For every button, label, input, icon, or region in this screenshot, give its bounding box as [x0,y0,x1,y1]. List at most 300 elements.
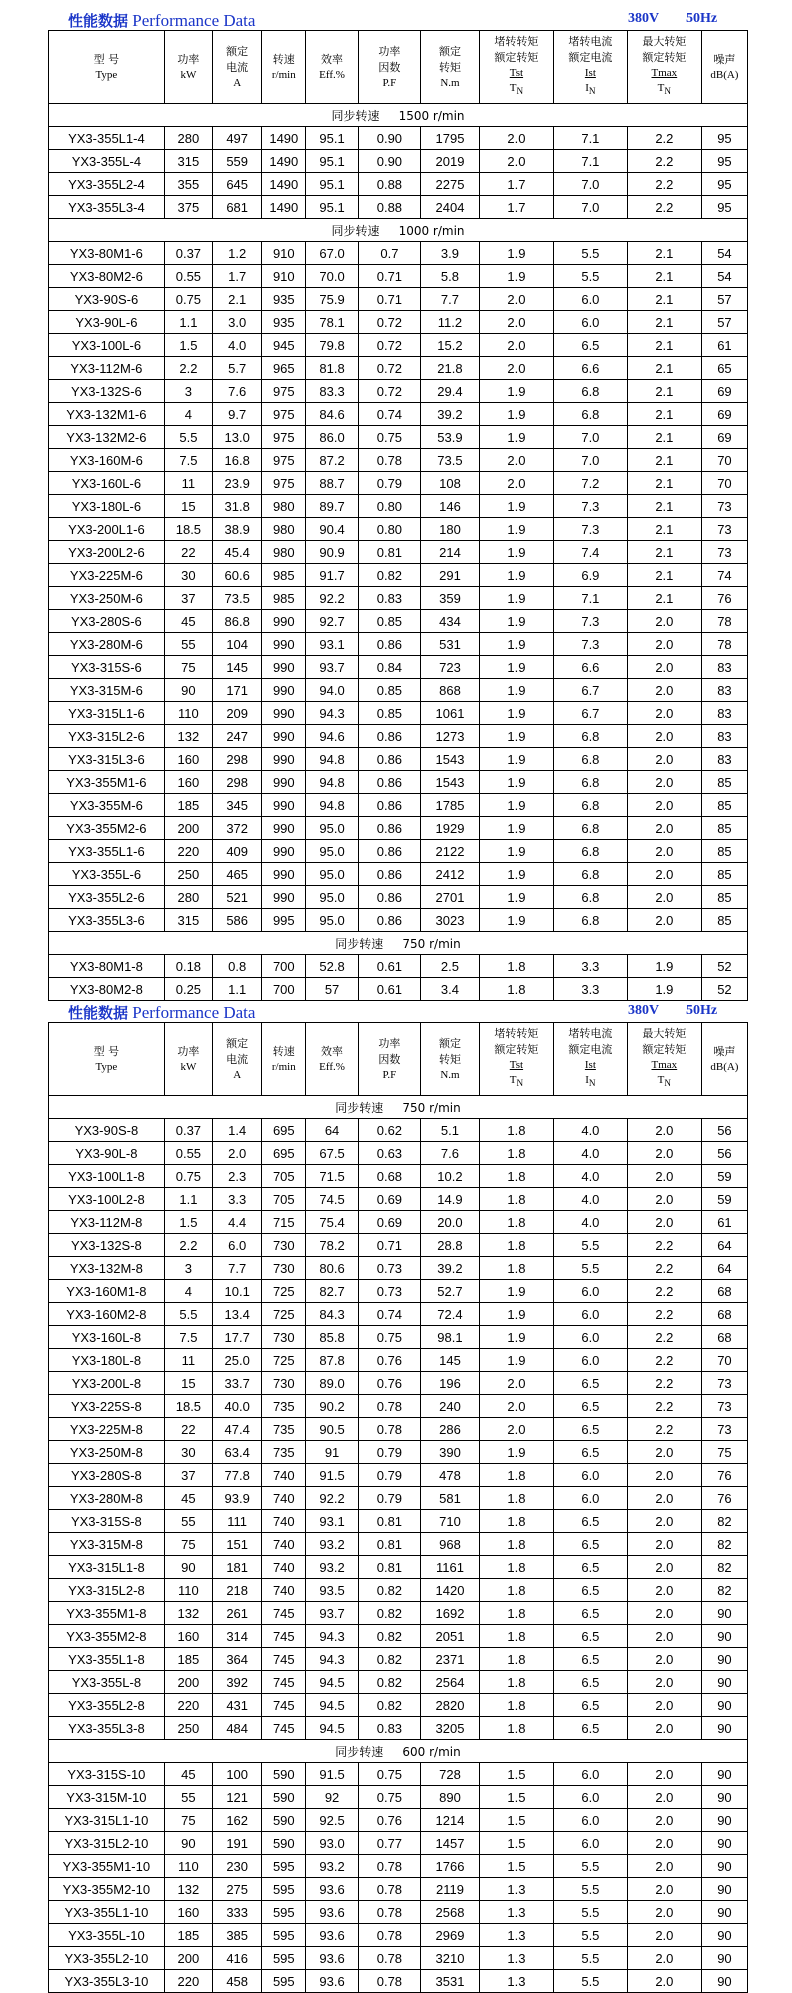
cell-tmax: 2.0 [627,794,701,817]
cell-type: YX3-315L1-10 [49,1809,165,1832]
cell-ist: 6.6 [553,357,627,380]
cell-tmax: 2.1 [627,403,701,426]
cell-speed: 700 [262,955,306,978]
cell-speed: 1490 [262,173,306,196]
cell-pf: 0.82 [358,1648,420,1671]
cell-eff: 84.6 [306,403,359,426]
cell-noise: 70 [701,472,747,495]
cell-noise: 69 [701,380,747,403]
cell-tst: 1.5 [479,1855,553,1878]
cell-tmax: 2.1 [627,518,701,541]
cell-power: 4 [164,403,212,426]
cell-ist: 6.5 [553,334,627,357]
table-row [49,771,748,794]
cell-ist: 6.9 [553,564,627,587]
cell-current: 100 [213,1763,262,1786]
cell-pf: 0.73 [358,1280,420,1303]
cell-speed: 745 [262,1717,306,1740]
cell-torque: 2412 [420,863,479,886]
cell-torque: 2.5 [420,955,479,978]
cell-type: YX3-100L1-8 [49,1165,165,1188]
cell-eff: 78.2 [306,1234,359,1257]
cell-type: YX3-160M-6 [49,449,165,472]
cell-eff: 92.7 [306,610,359,633]
cell-speed: 735 [262,1418,306,1441]
cell-current: 104 [213,633,262,656]
cell-current: 13.0 [213,426,262,449]
cell-ist: 6.6 [553,656,627,679]
cell-noise: 90 [701,1901,747,1924]
cell-power: 2.2 [164,1234,212,1257]
cell-tst: 1.9 [479,587,553,610]
speed-group-label [49,104,748,127]
table-row [49,679,748,702]
table-row [49,1809,748,1832]
cell-eff: 75.9 [306,288,359,311]
cell-current: 7.6 [213,380,262,403]
cell-pf: 0.85 [358,610,420,633]
speed-group-label [49,932,748,955]
cell-eff: 95.0 [306,886,359,909]
cell-power: 132 [164,1878,212,1901]
cell-pf: 0.78 [358,1878,420,1901]
cell-noise: 68 [701,1280,747,1303]
cell-ist: 5.5 [553,1947,627,1970]
cell-tmax: 2.2 [627,1280,701,1303]
cell-pf: 0.81 [358,1556,420,1579]
cell-ist: 6.8 [553,771,627,794]
cell-ist: 6.7 [553,702,627,725]
cell-pf: 0.78 [358,1418,420,1441]
cell-tst: 1.7 [479,196,553,219]
cell-type: YX3-160L-6 [49,472,165,495]
cell-current: 23.9 [213,472,262,495]
cell-type: YX3-355M2-10 [49,1878,165,1901]
cell-current: 2.1 [213,288,262,311]
cell-tmax: 2.1 [627,472,701,495]
cell-pf: 0.86 [358,840,420,863]
cell-eff: 95.0 [306,840,359,863]
cell-tst: 1.8 [479,1625,553,1648]
cell-type: YX3-355L-10 [49,1924,165,1947]
cell-type: YX3-315L2-6 [49,725,165,748]
table-row [49,1924,748,1947]
cell-torque: 2969 [420,1924,479,1947]
cell-current: 1.4 [213,1119,262,1142]
cell-ist: 6.8 [553,380,627,403]
cell-pf: 0.88 [358,173,420,196]
cell-noise: 54 [701,242,747,265]
cell-ist: 6.5 [553,1441,627,1464]
cell-power: 55 [164,1510,212,1533]
cell-power: 0.75 [164,1165,212,1188]
cell-pf: 0.86 [358,748,420,771]
cell-current: 60.6 [213,564,262,587]
column-header-tst [479,31,553,104]
table-row [49,978,748,1001]
cell-ist: 5.5 [553,1901,627,1924]
cell-tmax: 2.0 [627,656,701,679]
cell-type: YX3-160M2-8 [49,1303,165,1326]
cell-speed: 595 [262,1855,306,1878]
cell-eff: 67.0 [306,242,359,265]
cell-eff: 95.1 [306,150,359,173]
cell-power: 0.18 [164,955,212,978]
cell-pf: 0.86 [358,725,420,748]
cell-tst: 1.8 [479,1510,553,1533]
cell-pf: 0.72 [358,357,420,380]
cell-current: 3.0 [213,311,262,334]
cell-noise: 64 [701,1234,747,1257]
cell-power: 132 [164,1602,212,1625]
cell-power: 280 [164,127,212,150]
cell-ist: 7.0 [553,173,627,196]
cell-ist: 7.0 [553,426,627,449]
cell-torque: 1061 [420,702,479,725]
cell-pf: 0.72 [358,311,420,334]
cell-eff: 95.1 [306,173,359,196]
cell-pf: 0.79 [358,472,420,495]
cell-torque: 39.2 [420,403,479,426]
cell-pf: 0.86 [358,633,420,656]
header-symbol: Tmax [651,1059,678,1072]
cell-current: 392 [213,1671,262,1694]
cell-tst: 1.8 [479,1648,553,1671]
cell-tst: 1.8 [479,978,553,1001]
cell-tmax: 2.0 [627,1924,701,1947]
cell-power: 1.5 [164,334,212,357]
cell-speed: 705 [262,1165,306,1188]
cell-power: 110 [164,702,212,725]
cell-tst: 1.8 [479,1671,553,1694]
table-row [49,794,748,817]
cell-ist: 6.0 [553,1832,627,1855]
table-row [49,955,748,978]
table-row [49,656,748,679]
cell-noise: 85 [701,886,747,909]
cell-tmax: 2.1 [627,564,701,587]
cell-power: 5.5 [164,426,212,449]
column-header-ist [553,31,627,104]
cell-power: 3 [164,1257,212,1280]
table-header [49,1023,748,1096]
cell-pf: 0.83 [358,1717,420,1740]
table-row [49,518,748,541]
cell-tmax: 2.0 [627,909,701,932]
cell-eff: 83.3 [306,380,359,403]
header-line: 额定转矩 [642,51,687,65]
cell-type: YX3-90S-6 [49,288,165,311]
cell-eff: 87.2 [306,449,359,472]
cell-noise: 61 [701,1211,747,1234]
cell-eff: 94.8 [306,771,359,794]
cell-noise: 56 [701,1119,747,1142]
cell-power: 90 [164,1832,212,1855]
cell-current: 10.1 [213,1280,262,1303]
cell-pf: 0.7 [358,242,420,265]
cell-current: 345 [213,794,262,817]
cell-pf: 0.77 [358,1832,420,1855]
header-line: 最大转矩 [642,1027,687,1041]
cell-type: YX3-315L3-6 [49,748,165,771]
cell-torque: 3.9 [420,242,479,265]
cell-pf: 0.82 [358,1671,420,1694]
column-header-tst [479,1023,553,1096]
table-row [49,1119,748,1142]
table-row [49,1257,748,1280]
cell-eff: 92 [306,1786,359,1809]
cell-power: 7.5 [164,1326,212,1349]
cell-type: YX3-180L-6 [49,495,165,518]
cell-ist: 6.5 [553,1395,627,1418]
cell-noise: 76 [701,1464,747,1487]
table-row [49,1234,748,1257]
cell-tst: 2.0 [479,311,553,334]
cell-torque: 7.7 [420,288,479,311]
cell-tst: 2.0 [479,334,553,357]
cell-noise: 73 [701,495,747,518]
cell-type: YX3-112M-8 [49,1211,165,1234]
cell-tst: 1.3 [479,1970,553,1993]
group-label: 同步转速 [335,1744,384,1759]
cell-tmax: 2.0 [627,1510,701,1533]
cell-power: 55 [164,633,212,656]
cell-eff: 74.5 [306,1188,359,1211]
cell-noise: 57 [701,311,747,334]
table-row [49,1418,748,1441]
cell-power: 220 [164,1970,212,1993]
column-header-speed [262,1023,306,1096]
cell-tmax: 2.0 [627,1786,701,1809]
cell-type: YX3-355M1-8 [49,1602,165,1625]
cell-tst: 1.5 [479,1809,553,1832]
cell-torque: 1543 [420,748,479,771]
cell-ist: 6.0 [553,1326,627,1349]
cell-pf: 0.75 [358,426,420,449]
cell-current: 151 [213,1533,262,1556]
cell-ist: 4.0 [553,1188,627,1211]
cell-power: 75 [164,656,212,679]
cell-tst: 1.8 [479,955,553,978]
header-symbol: T [657,82,665,95]
cell-pf: 0.62 [358,1119,420,1142]
cell-speed: 700 [262,978,306,1001]
cell-type: YX3-200L1-6 [49,518,165,541]
cell-type: YX3-132M2-6 [49,426,165,449]
cell-tst: 1.8 [479,1602,553,1625]
cell-tmax: 2.0 [627,1142,701,1165]
cell-type: YX3-80M2-6 [49,265,165,288]
cell-current: 1.7 [213,265,262,288]
table-row [49,380,748,403]
cell-pf: 0.69 [358,1188,420,1211]
cell-tst: 1.9 [479,1441,553,1464]
cell-eff: 93.7 [306,1602,359,1625]
cell-ist: 7.3 [553,610,627,633]
cell-torque: 291 [420,564,479,587]
cell-speed: 695 [262,1119,306,1142]
cell-type: YX3-355L3-6 [49,909,165,932]
cell-tmax: 2.0 [627,633,701,656]
cell-torque: 1273 [420,725,479,748]
cell-current: 261 [213,1602,262,1625]
cell-ist: 6.5 [553,1625,627,1648]
cell-power: 160 [164,748,212,771]
table-row [49,1349,748,1372]
cell-noise: 90 [701,1786,747,1809]
cell-tst: 2.0 [479,1418,553,1441]
cell-ist: 6.0 [553,1280,627,1303]
cell-speed: 730 [262,1326,306,1349]
cell-eff: 86.0 [306,426,359,449]
cell-noise: 65 [701,357,747,380]
cell-tmax: 2.1 [627,288,701,311]
cell-power: 4 [164,1280,212,1303]
cell-power: 185 [164,794,212,817]
cell-ist: 7.4 [553,541,627,564]
cell-speed: 990 [262,817,306,840]
cell-power: 315 [164,150,212,173]
header-subscript: N [588,1078,596,1089]
cell-noise: 90 [701,1694,747,1717]
table-row [49,1602,748,1625]
cell-speed: 725 [262,1349,306,1372]
cell-tmax: 2.0 [627,725,701,748]
cell-type: YX3-132M-8 [49,1257,165,1280]
cell-power: 18.5 [164,1395,212,1418]
cell-noise: 73 [701,518,747,541]
header-line: A [233,76,242,89]
cell-eff: 91.5 [306,1763,359,1786]
table-row [49,1579,748,1602]
cell-torque: 286 [420,1418,479,1441]
cell-pf: 0.74 [358,1303,420,1326]
cell-tmax: 2.0 [627,702,701,725]
cell-noise: 73 [701,1372,747,1395]
cell-eff: 90.9 [306,541,359,564]
cell-current: 2.0 [213,1142,262,1165]
cell-speed: 1490 [262,150,306,173]
cell-torque: 1766 [420,1855,479,1878]
cell-pf: 0.90 [358,150,420,173]
cell-eff: 95.0 [306,817,359,840]
header-line: 功率 [177,52,200,66]
cell-noise: 82 [701,1510,747,1533]
header-line: Eff.% [319,68,345,81]
cell-type: YX3-100L2-8 [49,1188,165,1211]
cell-current: 3.3 [213,1188,262,1211]
cell-current: 559 [213,150,262,173]
cell-pf: 0.82 [358,1579,420,1602]
cell-tst: 2.0 [479,288,553,311]
cell-torque: 968 [420,1533,479,1556]
cell-torque: 1795 [420,127,479,150]
cell-eff: 94.8 [306,748,359,771]
table-row [49,1855,748,1878]
cell-speed: 730 [262,1234,306,1257]
cell-pf: 0.78 [358,1947,420,1970]
cell-noise: 56 [701,1142,747,1165]
cell-torque: 73.5 [420,449,479,472]
cell-pf: 0.84 [358,656,420,679]
cell-speed: 595 [262,1924,306,1947]
cell-speed: 945 [262,334,306,357]
cell-power: 5.5 [164,1303,212,1326]
cell-tmax: 2.0 [627,1855,701,1878]
cell-speed: 990 [262,633,306,656]
cell-tst: 1.9 [479,771,553,794]
header-line: 电流 [226,1052,249,1066]
table-row [49,863,748,886]
cell-type: YX3-315S-10 [49,1763,165,1786]
table-row [49,541,748,564]
cell-tst: 1.8 [479,1556,553,1579]
cell-ist: 6.0 [553,311,627,334]
cell-current: 73.5 [213,587,262,610]
cell-tst: 1.9 [479,840,553,863]
table-row [49,426,748,449]
cell-tmax: 2.0 [627,817,701,840]
cell-power: 11 [164,1349,212,1372]
header-line: 噪声 [713,52,736,66]
cell-torque: 108 [420,472,479,495]
table-row [49,288,748,311]
cell-speed: 985 [262,564,306,587]
cell-eff: 93.2 [306,1533,359,1556]
cell-eff: 93.6 [306,1947,359,1970]
cell-current: 484 [213,1717,262,1740]
speed-group-row [49,104,748,127]
cell-tmax: 2.0 [627,1970,701,1993]
cell-tmax: 2.1 [627,449,701,472]
cell-speed: 745 [262,1694,306,1717]
cell-power: 11 [164,472,212,495]
cell-tst: 1.9 [479,403,553,426]
cell-noise: 90 [701,1717,747,1740]
cell-speed: 745 [262,1625,306,1648]
cell-speed: 740 [262,1533,306,1556]
cell-power: 45 [164,1487,212,1510]
cell-speed: 715 [262,1211,306,1234]
cell-speed: 595 [262,1947,306,1970]
cell-tmax: 2.2 [627,1234,701,1257]
cell-noise: 61 [701,334,747,357]
speed-group-label [49,219,748,242]
cell-speed: 980 [262,518,306,541]
cell-tst: 1.9 [479,748,553,771]
cell-ist: 5.5 [553,242,627,265]
header-line: 转矩 [438,60,461,74]
cell-current: 31.8 [213,495,262,518]
cell-current: 409 [213,840,262,863]
table-row [49,748,748,771]
cell-ist: 6.8 [553,886,627,909]
table-row [49,196,748,219]
cell-noise: 85 [701,771,747,794]
cell-noise: 68 [701,1326,747,1349]
cell-speed: 990 [262,886,306,909]
cell-current: 40.0 [213,1395,262,1418]
column-header-torque [420,31,479,104]
cell-power: 75 [164,1809,212,1832]
table-row [49,1487,748,1510]
cell-noise: 69 [701,426,747,449]
cell-tst: 1.7 [479,173,553,196]
cell-torque: 2122 [420,840,479,863]
cell-pf: 0.86 [358,771,420,794]
cell-speed: 590 [262,1763,306,1786]
cell-tmax: 2.0 [627,1625,701,1648]
